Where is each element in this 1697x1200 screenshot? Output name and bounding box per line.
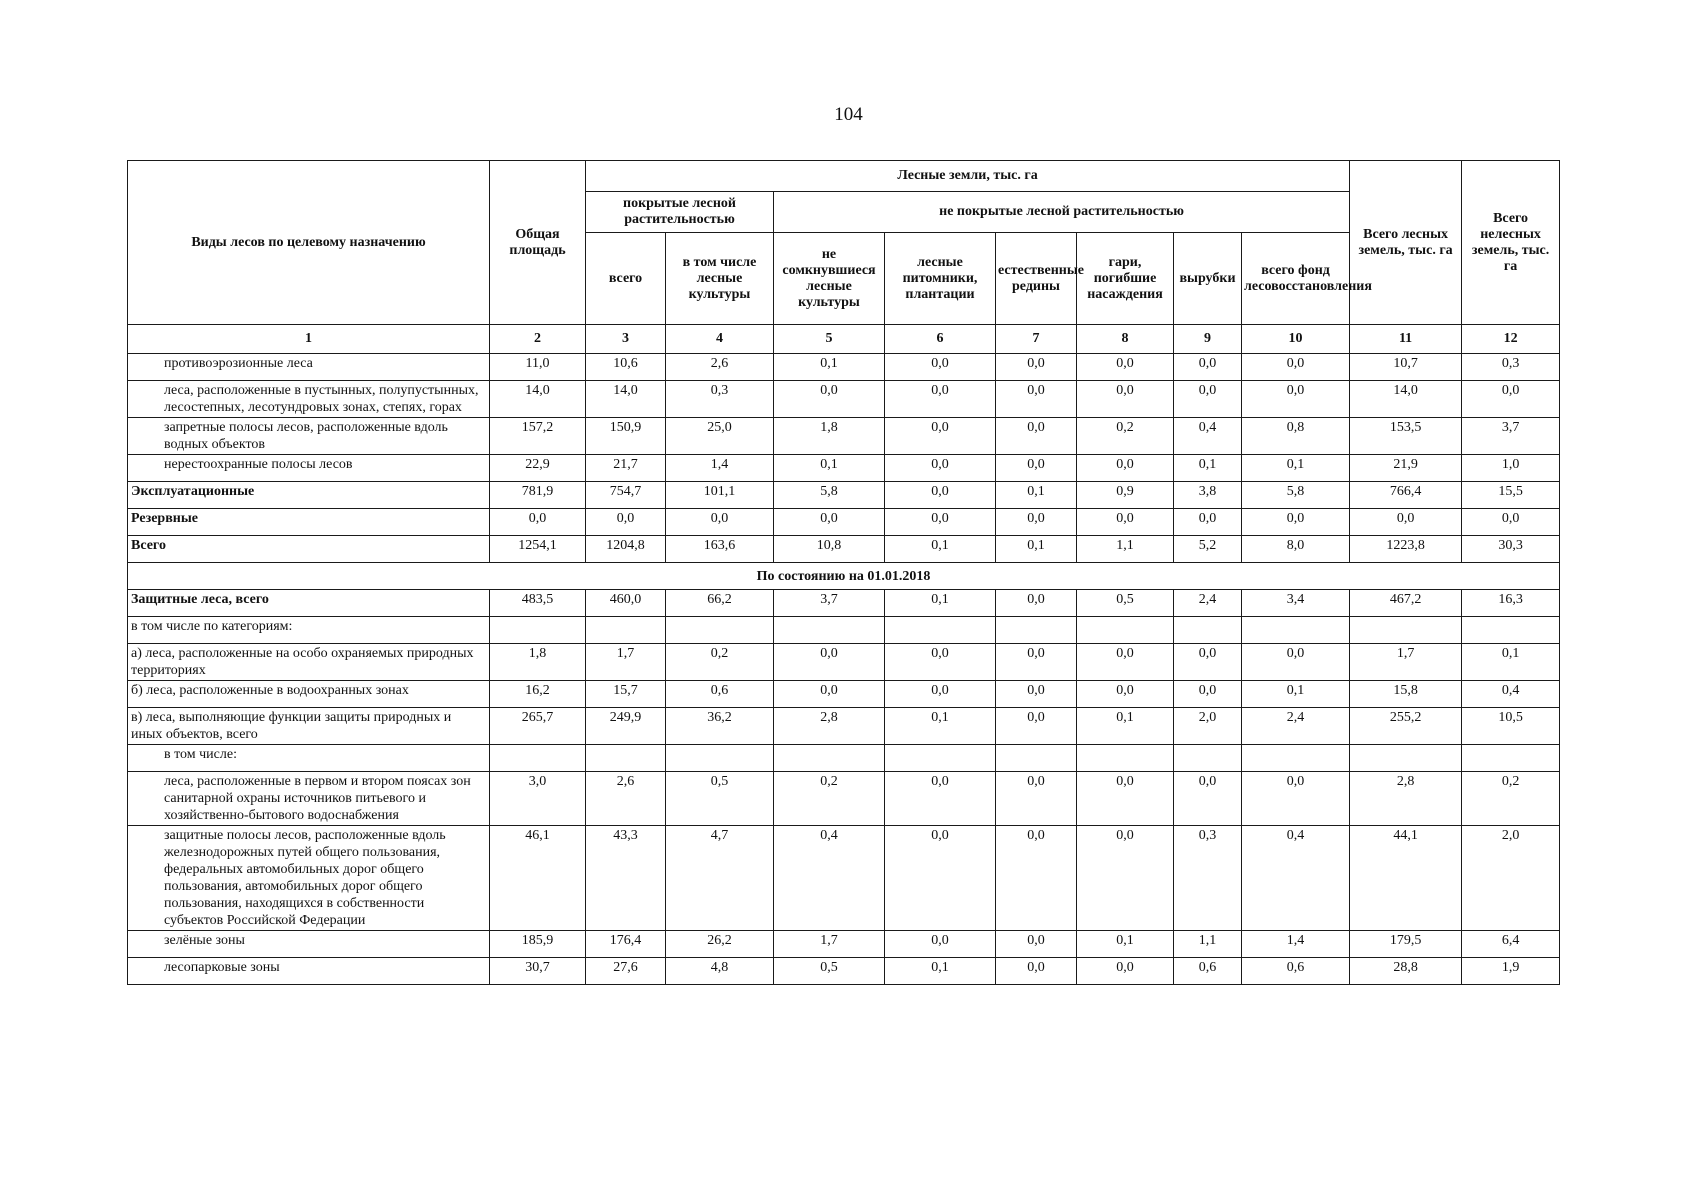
cell-value: 1,7 [1350,644,1462,681]
table-row [128,826,1560,931]
row-label: в том числе по категориям: [128,617,490,644]
cell-value: 0,0 [996,418,1077,455]
cell-value: 14,0 [1350,381,1462,418]
cell-value: 0,0 [885,418,996,455]
cell-value: 0,0 [1174,681,1242,708]
cell-value: 1,4 [1242,931,1350,958]
header-total-nonforest-lands: Всего нелесных земель, тыс. га [1462,161,1560,325]
cell-value: 0,0 [1462,381,1560,418]
cell-value: 5,8 [1242,482,1350,509]
header-covered: покрытые лесной растительностью [586,192,774,233]
cell-value: 0,0 [1350,509,1462,536]
header-not-covered: не покрытые лесной растительностью [774,192,1350,233]
cell-value: 3,4 [1242,590,1350,617]
cell-value [666,745,774,772]
cell-value: 265,7 [490,708,586,745]
cell-value: 0,0 [1077,455,1174,482]
cell-value: 0,1 [885,958,996,985]
column-numbers-row [128,325,1560,354]
cell-value: 3,7 [774,590,885,617]
cell-value: 2,4 [1174,590,1242,617]
cell-value: 0,0 [1242,381,1350,418]
cell-value: 0,1 [1462,644,1560,681]
cell-value: 0,0 [1462,509,1560,536]
cell-value: 0,0 [1077,381,1174,418]
cell-value: 185,9 [490,931,586,958]
cell-value: 14,0 [586,381,666,418]
column-number: 7 [996,325,1077,354]
column-number: 8 [1077,325,1174,354]
cell-value: 2,6 [586,772,666,826]
cell-value: 0,2 [666,644,774,681]
cell-value [996,617,1077,644]
cell-value: 0,0 [885,772,996,826]
row-label: в том числе: [128,745,490,772]
cell-value: 22,9 [490,455,586,482]
row-label: б) леса, расположенные в водоохранных зонах [128,681,490,708]
cell-value: 1254,1 [490,536,586,563]
cell-value: 0,0 [1174,381,1242,418]
cell-value: 0,0 [1077,772,1174,826]
cell-value: 3,8 [1174,482,1242,509]
cell-value: 2,8 [774,708,885,745]
cell-value: 0,0 [885,455,996,482]
table-row [128,931,1560,958]
header-natural-sparse: естественные редины [996,233,1077,325]
cell-value: 0,0 [885,482,996,509]
table-row [128,745,1560,772]
cell-value: 0,1 [996,536,1077,563]
cell-value [885,745,996,772]
cell-value: 0,0 [885,381,996,418]
cell-value: 0,0 [1077,826,1174,931]
cell-value [1462,745,1560,772]
cell-value: 0,0 [1242,509,1350,536]
cell-value: 0,5 [666,772,774,826]
table-row [128,590,1560,617]
cell-value [1350,745,1462,772]
cell-value [1174,745,1242,772]
row-label: нерестоохранные полосы лесов [128,455,490,482]
cell-value: 0,1 [774,455,885,482]
cell-value: 150,9 [586,418,666,455]
row-label: лесопарковые зоны [128,958,490,985]
table-row [128,536,1560,563]
column-number: 1 [128,325,490,354]
cell-value: 2,4 [1242,708,1350,745]
cell-value: 0,0 [1242,644,1350,681]
section-row [128,563,1560,590]
cell-value: 1,8 [490,644,586,681]
page-number: 104 [834,104,863,125]
cell-value: 25,0 [666,418,774,455]
cell-value: 10,8 [774,536,885,563]
cell-value: 0,1 [996,482,1077,509]
column-number: 9 [1174,325,1242,354]
header-covered-total: всего [586,233,666,325]
cell-value: 44,1 [1350,826,1462,931]
cell-value: 0,0 [996,644,1077,681]
cell-value: 0,0 [885,354,996,381]
cell-value: 2,0 [1462,826,1560,931]
table-row [128,617,1560,644]
cell-value: 0,5 [774,958,885,985]
row-label: Всего [128,536,490,563]
cell-value: 0,4 [774,826,885,931]
cell-value: 781,9 [490,482,586,509]
forest-table-container [127,160,1559,985]
cell-value: 1,0 [1462,455,1560,482]
cell-value: 11,0 [490,354,586,381]
cell-value: 0,0 [1077,509,1174,536]
cell-value: 0,0 [1174,354,1242,381]
cell-value [1077,617,1174,644]
cell-value: 0,2 [774,772,885,826]
cell-value [490,617,586,644]
cell-value: 255,2 [1350,708,1462,745]
cell-value: 0,1 [774,354,885,381]
row-label: Резервные [128,509,490,536]
row-label: противоэрозионные леса [128,354,490,381]
header-covered-cultures: в том числе лесные культуры [666,233,774,325]
cell-value: 15,5 [1462,482,1560,509]
row-label: защитные полосы лесов, расположенные вдоль железнодорожных путей общего пользования, федеральных автомобильных дорог общего пользования, автомобильных дорог общего пользования, находящихся в собственности субъектов Российской Федерации [128,826,490,931]
cell-value [666,617,774,644]
cell-value [1462,617,1560,644]
cell-value: 0,0 [996,708,1077,745]
cell-value: 1,7 [586,644,666,681]
cell-value: 5,8 [774,482,885,509]
row-label: в) леса, выполняющие функции защиты природных и иных объектов, всего [128,708,490,745]
cell-value: 30,3 [1462,536,1560,563]
cell-value: 21,7 [586,455,666,482]
cell-value: 0,3 [1462,354,1560,381]
cell-value: 0,0 [996,381,1077,418]
cell-value: 4,7 [666,826,774,931]
cell-value: 0,1 [885,708,996,745]
column-number: 12 [1462,325,1560,354]
cell-value: 0,0 [1077,681,1174,708]
cell-value: 16,3 [1462,590,1560,617]
cell-value: 0,0 [996,826,1077,931]
cell-value: 0,1 [1242,681,1350,708]
cell-value: 1,1 [1174,931,1242,958]
cell-value: 0,0 [1174,644,1242,681]
cell-value: 0,0 [1242,354,1350,381]
cell-value: 0,0 [996,772,1077,826]
header-total-area: Общая площадь [490,161,586,325]
cell-value: 36,2 [666,708,774,745]
cell-value: 10,6 [586,354,666,381]
cell-value: 460,0 [586,590,666,617]
cell-value: 0,0 [996,681,1077,708]
cell-value: 1204,8 [586,536,666,563]
cell-value: 30,7 [490,958,586,985]
cell-value: 0,0 [586,509,666,536]
table-row [128,644,1560,681]
cell-value: 0,0 [1174,772,1242,826]
cell-value [1242,745,1350,772]
cell-value: 0,4 [1174,418,1242,455]
cell-value: 15,8 [1350,681,1462,708]
cell-value: 14,0 [490,381,586,418]
table-row [128,482,1560,509]
cell-value [1350,617,1462,644]
table-row [128,681,1560,708]
cell-value [586,745,666,772]
cell-value: 0,0 [1077,644,1174,681]
cell-value: 21,9 [1350,455,1462,482]
cell-value: 2,6 [666,354,774,381]
table-body [128,354,1560,985]
cell-value: 0,0 [885,644,996,681]
cell-value: 27,6 [586,958,666,985]
column-number: 6 [885,325,996,354]
header-total-forest-lands: Всего лесных земель, тыс. га [1350,161,1462,325]
section-title: По состоянию на 01.01.2018 [128,563,1560,590]
cell-value: 0,0 [1174,509,1242,536]
cell-value: 163,6 [666,536,774,563]
cell-value: 8,0 [1242,536,1350,563]
cell-value: 176,4 [586,931,666,958]
cell-value: 249,9 [586,708,666,745]
cell-value: 15,7 [586,681,666,708]
column-number: 4 [666,325,774,354]
cell-value: 0,0 [885,931,996,958]
cell-value: 1,7 [774,931,885,958]
cell-value: 2,0 [1174,708,1242,745]
cell-value [1174,617,1242,644]
cell-value: 26,2 [666,931,774,958]
cell-value [774,617,885,644]
table-row [128,418,1560,455]
cell-value [1077,745,1174,772]
cell-value: 153,5 [1350,418,1462,455]
column-number: 11 [1350,325,1462,354]
row-label: леса, расположенные в первом и втором поясах зон санитарной охраны источников питьевого и хозяйственно-бытового водоснабжения [128,772,490,826]
column-number: 5 [774,325,885,354]
cell-value: 28,8 [1350,958,1462,985]
row-label: запретные полосы лесов, расположенные вдоль водных объектов [128,418,490,455]
cell-value: 4,8 [666,958,774,985]
cell-value: 0,0 [996,354,1077,381]
header-forest-types: Виды лесов по целевому назначению [128,161,490,325]
cell-value: 0,1 [1174,455,1242,482]
cell-value: 3,0 [490,772,586,826]
cell-value: 0,0 [774,644,885,681]
cell-value: 3,7 [1462,418,1560,455]
cell-value: 0,0 [774,509,885,536]
cell-value [996,745,1077,772]
table-row [128,509,1560,536]
table-row [128,381,1560,418]
cell-value: 0,0 [996,590,1077,617]
cell-value: 0,4 [1462,681,1560,708]
column-number: 10 [1242,325,1350,354]
cell-value: 101,1 [666,482,774,509]
cell-value: 0,0 [885,681,996,708]
cell-value: 0,0 [996,455,1077,482]
row-label: леса, расположенные в пустынных, полупустынных, лесостепных, лесотундровых зонах, степях, горах [128,381,490,418]
cell-value: 0,0 [996,931,1077,958]
row-label: а) леса, расположенные на особо охраняемых природных территориях [128,644,490,681]
cell-value: 0,4 [1242,826,1350,931]
cell-value: 0,0 [774,381,885,418]
cell-value: 0,0 [996,958,1077,985]
cell-value: 0,9 [1077,482,1174,509]
row-label: зелёные зоны [128,931,490,958]
cell-value: 46,1 [490,826,586,931]
forest-lands-table [127,160,1560,985]
cell-value: 6,4 [1462,931,1560,958]
cell-value: 0,2 [1077,418,1174,455]
cell-value: 0,0 [1242,772,1350,826]
cell-value: 1,8 [774,418,885,455]
table-row [128,958,1560,985]
row-label: Эксплуатационные [128,482,490,509]
table-row [128,772,1560,826]
cell-value: 5,2 [1174,536,1242,563]
cell-value: 0,0 [1077,958,1174,985]
cell-value [774,745,885,772]
cell-value: 0,5 [1077,590,1174,617]
header-nurseries: лесные питомники, плантации [885,233,996,325]
header-reforestation-fund: всего фонд лесовосстановления [1242,233,1350,325]
cell-value: 0,1 [1242,455,1350,482]
table-row [128,455,1560,482]
cell-value: 0,0 [885,509,996,536]
cell-value: 0,6 [666,681,774,708]
cell-value: 766,4 [1350,482,1462,509]
column-number: 2 [490,325,586,354]
cell-value: 0,0 [1077,354,1174,381]
table-row [128,708,1560,745]
row-label: Защитные леса, всего [128,590,490,617]
cell-value: 0,0 [666,509,774,536]
cell-value: 157,2 [490,418,586,455]
table-row [128,354,1560,381]
cell-value: 0,0 [996,509,1077,536]
cell-value: 0,1 [1077,708,1174,745]
cell-value: 0,6 [1242,958,1350,985]
header-burnt-dead: гари, погибшие насаждения [1077,233,1174,325]
cell-value: 1,4 [666,455,774,482]
cell-value: 2,8 [1350,772,1462,826]
cell-value: 1223,8 [1350,536,1462,563]
column-number: 3 [586,325,666,354]
cell-value: 0,3 [1174,826,1242,931]
cell-value: 43,3 [586,826,666,931]
cell-value [586,617,666,644]
cell-value: 467,2 [1350,590,1462,617]
cell-value: 0,1 [885,536,996,563]
cell-value: 0,6 [1174,958,1242,985]
cell-value: 66,2 [666,590,774,617]
cell-value: 0,3 [666,381,774,418]
cell-value: 0,1 [885,590,996,617]
cell-value: 483,5 [490,590,586,617]
cell-value: 0,8 [1242,418,1350,455]
cell-value [885,617,996,644]
cell-value: 10,7 [1350,354,1462,381]
cell-value: 179,5 [1350,931,1462,958]
cell-value [1242,617,1350,644]
cell-value: 1,1 [1077,536,1174,563]
cell-value: 0,0 [774,681,885,708]
cell-value: 754,7 [586,482,666,509]
header-unclosed-cultures: не сомкнувшиеся лесные культуры [774,233,885,325]
cell-value: 10,5 [1462,708,1560,745]
cell-value [490,745,586,772]
cell-value: 0,0 [490,509,586,536]
header-forest-lands: Лесные земли, тыс. га [586,161,1350,192]
cell-value: 0,2 [1462,772,1560,826]
cell-value: 0,1 [1077,931,1174,958]
cell-value: 16,2 [490,681,586,708]
cell-value: 0,0 [885,826,996,931]
cell-value: 1,9 [1462,958,1560,985]
header-clearcuts: вырубки [1174,233,1242,325]
